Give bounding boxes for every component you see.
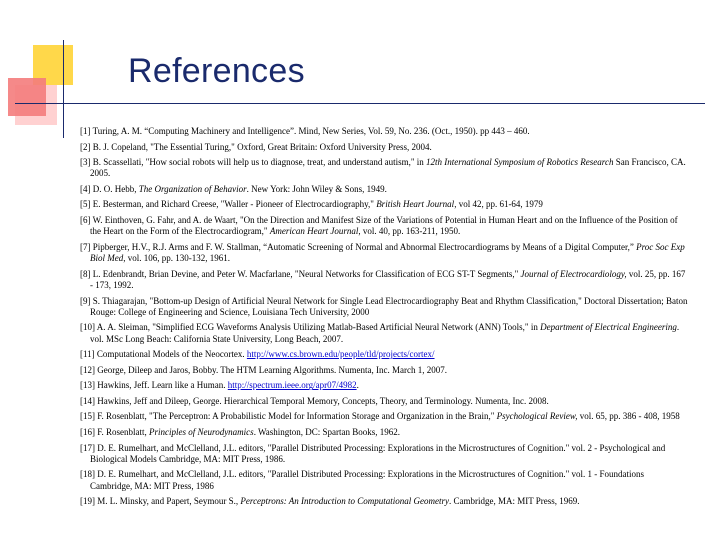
- reference-item: [80, 215, 688, 238]
- reference-italic-text: British Heart Journal: [376, 199, 455, 210]
- reference-italic-text: Journal of Electrocardiology,: [520, 268, 627, 279]
- reference-item: [80, 199, 688, 210]
- reference-list: [80, 126, 688, 512]
- reference-link[interactable]: http://spectrum.ieee.org/apr07/4982: [227, 380, 357, 391]
- reference-item: [80, 496, 688, 507]
- reference-text: [8] L. Edenbrandt, Brian Devine, and Peter W. Macfarlane, "Neural Networks for Classification of ECG ST-T Segments,": [80, 268, 521, 279]
- reference-italic-text: American Heart Journal: [269, 226, 359, 237]
- reference-text: [16] F. Rosenblatt,: [80, 426, 150, 437]
- reference-item: [80, 443, 688, 466]
- reference-text: [10] A. A. Sleiman, "Simplified ECG Waveforms Analysis Utilizing Matlab-Based Artificial Neural Network (ANN) Tools," in: [80, 322, 541, 333]
- reference-text: [1] Turing, A. M. “Computing Machinery and Intelligence”. Mind, New Series, Vol. 59, No. 236. (Oct., 1950). pp 443 – 460.: [80, 126, 530, 136]
- reference-text: [19] M. L. Minsky, and Papert, Seymour S.,: [80, 496, 241, 507]
- reference-text: [2] B. J. Copeland, "The Essential Turing," Oxford, Great Britain: Oxford University Press, 2004.: [80, 141, 432, 152]
- reference-text: [15] F. Rosenblatt, "The Perceptron: A Probabilistic Model for Information Storage and Organization in the Brain,": [80, 411, 497, 422]
- reference-item: [80, 365, 688, 376]
- reference-text: vol. 25, pp. 167 - 173, 1992.: [90, 268, 686, 291]
- slide-title: References: [128, 52, 305, 90]
- reference-text: [3] B. Scassellati, "How social robots will help us to diagnose, treat, and understand autism," in: [80, 157, 427, 168]
- reference-link[interactable]: http://www.cs.brown.edu/people/tld/projects/cortex/: [246, 349, 435, 360]
- decorative-vertical-line: [63, 40, 64, 138]
- reference-text: [11] Computational Models of the Neocortex.: [80, 349, 247, 360]
- reference-text: [4] D. O. Hebb,: [80, 183, 139, 194]
- reference-item: [80, 269, 688, 292]
- reference-item: [80, 349, 688, 360]
- reference-item: [80, 411, 688, 422]
- reference-italic-text: Proc Soc Exp Biol Med: [90, 241, 685, 264]
- decorative-red-square: [8, 78, 46, 116]
- reference-text: , vol. 40, pp. 163-211, 1950.: [358, 226, 461, 237]
- reference-text: [9] S. Thiagarajan, "Bottom-up Design of Artificial Neural Network for Single Lead Electrocardiography Beat and Rhythm Classification," Doctoral Dissertation; Baton Rouge: College of Engineering and Science, Louisiana Tech University, 2000: [80, 295, 688, 317]
- reference-italic-text: The Organization of Behavior: [138, 183, 247, 194]
- reference-text: [5] E. Besterman, and Richard Creese, "Waller - Pioneer of Electrocardiography,": [80, 199, 377, 210]
- reference-text: [14] Hawkins, Jeff and Dileep, George. Hierarchical Temporal Memory, Concepts, Theory, and Terminology. Numenta, Inc. 2008.: [80, 395, 549, 406]
- reference-item: [80, 380, 688, 391]
- reference-item: [80, 322, 688, 345]
- reference-text: [13] Hawkins, Jeff. Learn like a Human.: [80, 380, 228, 391]
- reference-text: San Francisco, CA. 2005.: [90, 157, 686, 179]
- reference-text: [18] D. E. Rumelhart, and McClelland, J.L. editors, "Parallel Distributed Processing: Explorations in the Microstructures of Cognition." vol. 1 - Foundations Cambridge, MA: MIT Press, 1986: [80, 469, 645, 491]
- reference-italic-text: Department of Electrical Engineering: [540, 322, 677, 333]
- reference-italic-text: 12th International Symposium of Robotics Research: [426, 157, 614, 168]
- reference-item: [80, 126, 688, 137]
- title-divider-line: [15, 103, 705, 104]
- reference-item: [80, 142, 688, 153]
- reference-text: . Washington, DC: Spartan Books, 1962.: [253, 426, 401, 437]
- reference-italic-text: Perceptrons: An Introduction to Computational Geometry: [240, 496, 449, 507]
- reference-text: [6] W. Einthoven, G. Fahr, and A. de Waart, "On the Direction and Manifest Size of the Variations of Potential in Human Heart and on the Influence of the Position of the Heart on the Form of the Electrocardiogram,": [80, 215, 678, 237]
- reference-italic-text: Principles of Neurodynamics: [149, 426, 254, 437]
- reference-item: [80, 157, 688, 180]
- reference-text: . New York: John Wiley & Sons, 1949.: [246, 183, 387, 194]
- reference-text: [12] George, Dileep and Jaros, Bobby. The HTM Learning Algorithms. Numenta, Inc. March 1, 2007.: [80, 364, 448, 375]
- reference-item: [80, 427, 688, 438]
- reference-text: , vol. 106, pp. 130-132, 1961.: [123, 253, 230, 264]
- reference-text: . vol. MSc Long Beach: California State University, Long Beach, 2007.: [90, 322, 680, 344]
- reference-text: vol. 65, pp. 386 - 408, 1958: [577, 411, 680, 422]
- reference-item: [80, 396, 688, 407]
- reference-item: [80, 242, 688, 265]
- reference-text: . Cambridge, MA: MIT Press, 1969.: [448, 496, 580, 507]
- reference-item: [80, 469, 688, 492]
- reference-item: [80, 296, 688, 319]
- reference-text: , vol 42, pp. 61-64, 1979: [454, 199, 543, 210]
- reference-text: [17] D. E. Rumelhart, and McClelland, J.L. editors, "Parallel Distributed Processing: Explorations in the Microstructures of Cognition." vol. 2 - Psychological and Biological Models Cambridge, MA: MIT Press, 1986.: [80, 442, 666, 464]
- reference-italic-text: Psychological Review,: [496, 411, 578, 422]
- reference-text: .: [356, 380, 359, 391]
- reference-text: [7] Pipberger, H.V., R.J. Arms and F. W. Stallman, “Automatic Screening of Normal and Abnormal Electrocardiograms by Means of a Digital Computer,”: [80, 241, 637, 252]
- reference-item: [80, 184, 688, 195]
